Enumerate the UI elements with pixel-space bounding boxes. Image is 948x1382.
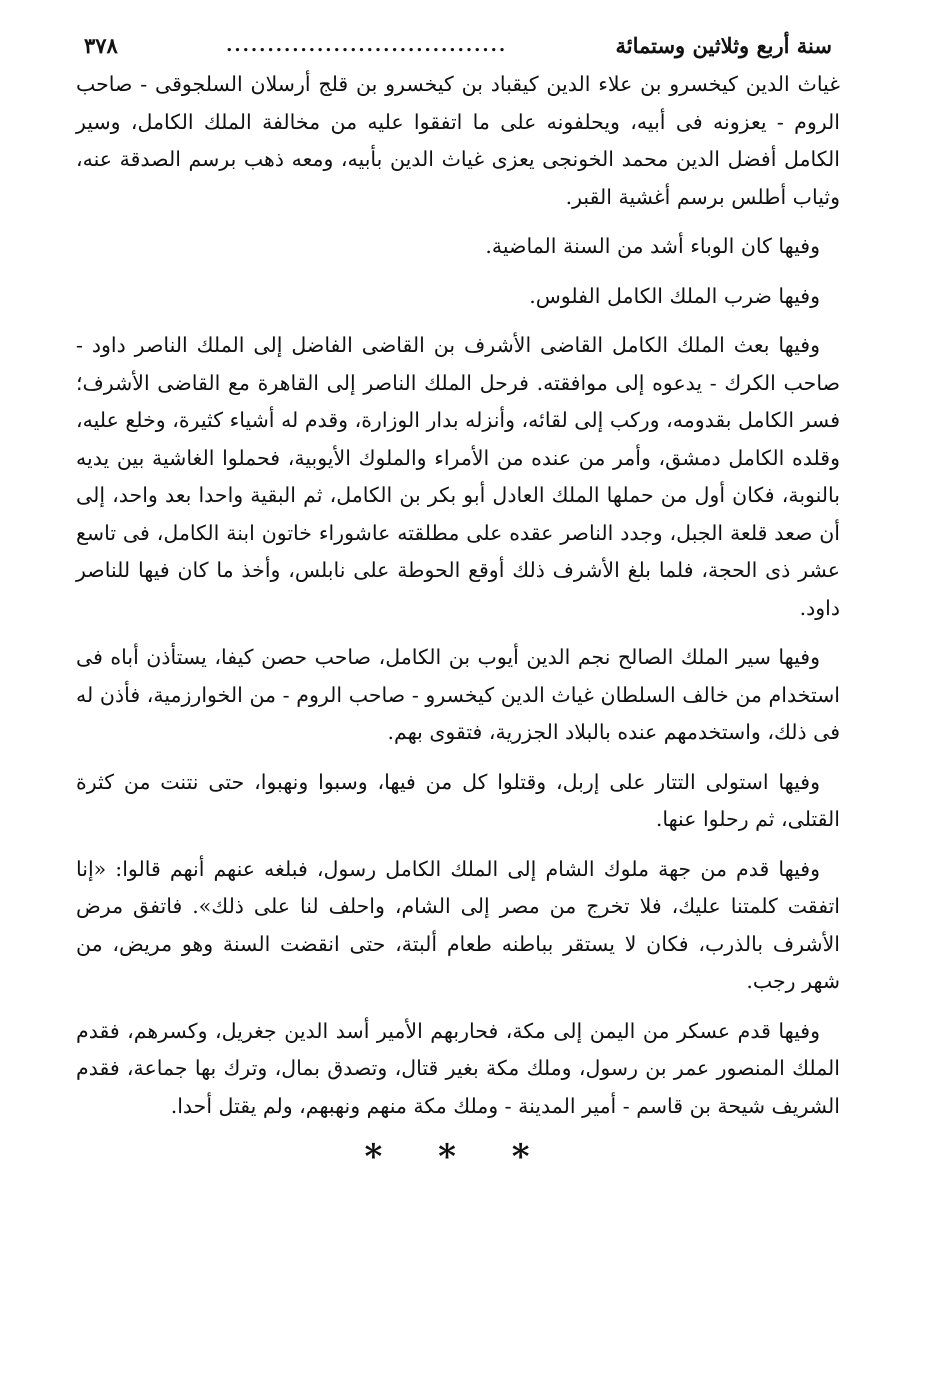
paragraph-tatars-irbil: وفيها استولى التتار على إربل، وقتلوا كل من فيها، وسبوا ونهبوا، حتى نتنت من كثرة القتلى، ثم رحلوا عنها. [76, 769, 840, 831]
paragraph-yemen-mecca: وفيها قدم عسكر من اليمن إلى مكة، فحاربهم الأمير أسد الدين جغريل، وكسرهم، فقدم الملك المنصور عمر بن رسول، وملك مكة بغير قتال، وتصدق بمال، وترك بها جماعة، فقدم الشريف شيحة بن قاسم - أمير المدينة - وملك مكة منهم ونهبهم، ولم يقتل أحدا. [76, 1018, 840, 1118]
chapter-title: سنة أربع وثلاثين وستمائة [615, 33, 832, 58]
paragraph-coinage: وفيها ضرب الملك الكامل الفلوس. [529, 283, 820, 308]
header-leader-dots: .................................. [226, 35, 508, 56]
page-number: ٣٧٨ [84, 33, 118, 58]
paragraph-salih-ayyub: وفيها سير الملك الصالح نجم الدين أيوب بن الكامل، صاحب حصن كيفا، يستأذن أباه فى استخدام من خالف السلطان غياث الدين كيخسرو - صاحب الروم - من الخوارزمية، فأذن له فى ذلك، واستخدمهم عنده بالبلاد الجزرية، فتقوى بهم. [76, 645, 840, 744]
page-body [76, 66, 840, 1125]
paragraph-nasir-dawud: وفيها بعث الملك الكامل القاضى الأشرف بن القاضى الفاضل إلى الملك الناصر داود - صاحب الكرك - يدعوه إلى موافقته. فرحل الملك الناصر إلى القاهرة مع القاضى الأشرف؛ فسر الكامل بقدومه، وركب إلى لقائه، وأنزله بدار الوزارة، وقدم له أشياء كثيرة، وخلع عليه، وقلده الكامل دمشق، وأمر من عنده من الأمراء والملوك الأيوبية، فحملوا الغاشية بين يديه بالنوبة، فكان أول من حملها الملك العادل أبو بكر بن الكامل، ثم البقية واحدا بعد واحد، إلى أن صعد قلعة الجبل، وجدد الناصر عقده على مطلقته عاشوراء خاتون ابنة الكامل، فى تاسع عشر ذى الحجة، فلما بلغ الأشرف ذلك أوقع الحوطة على نابلس، وأخذ ما كان فيها للناصر داود. [76, 333, 840, 620]
paragraph-continued: غياث الدين كيخسرو بن علاء الدين كيقباد بن كيخسرو بن قلج أرسلان السلجوقى - صاحب الروم - يعزونه فى أبيه، ويحلفونه على ما اتفقوا عليه من مخالفة الملك الكامل، وسير الكامل أفضل الدين محمد الخونجى يعزى غياث الدين بأبيه، ومعه ذهب برسم الصدقة عنه، وثياب أطلس برسم أغشية القبر. [76, 72, 840, 209]
book-page [76, 28, 840, 1358]
running-header [76, 28, 840, 64]
paragraph-plague: وفيها كان الوباء أشد من السنة الماضية. [485, 234, 820, 258]
section-divider-asterisks: * * * [364, 1137, 552, 1177]
paragraph-syrian-kings: وفيها قدم من جهة ملوك الشام إلى الملك الكامل رسول، فبلغه عنهم أنهم قالوا: «إنا اتفقت كلمتنا عليك، فلا تخرج من مصر إلى الشام، واحلف لنا على ذلك». فاتفق مرض الأشرف بالذرب، فكان لا يستقر بباطنه طعام ألبتة، حتى انقضت السنة وهو مريض، من شهر رجب. [76, 856, 840, 993]
